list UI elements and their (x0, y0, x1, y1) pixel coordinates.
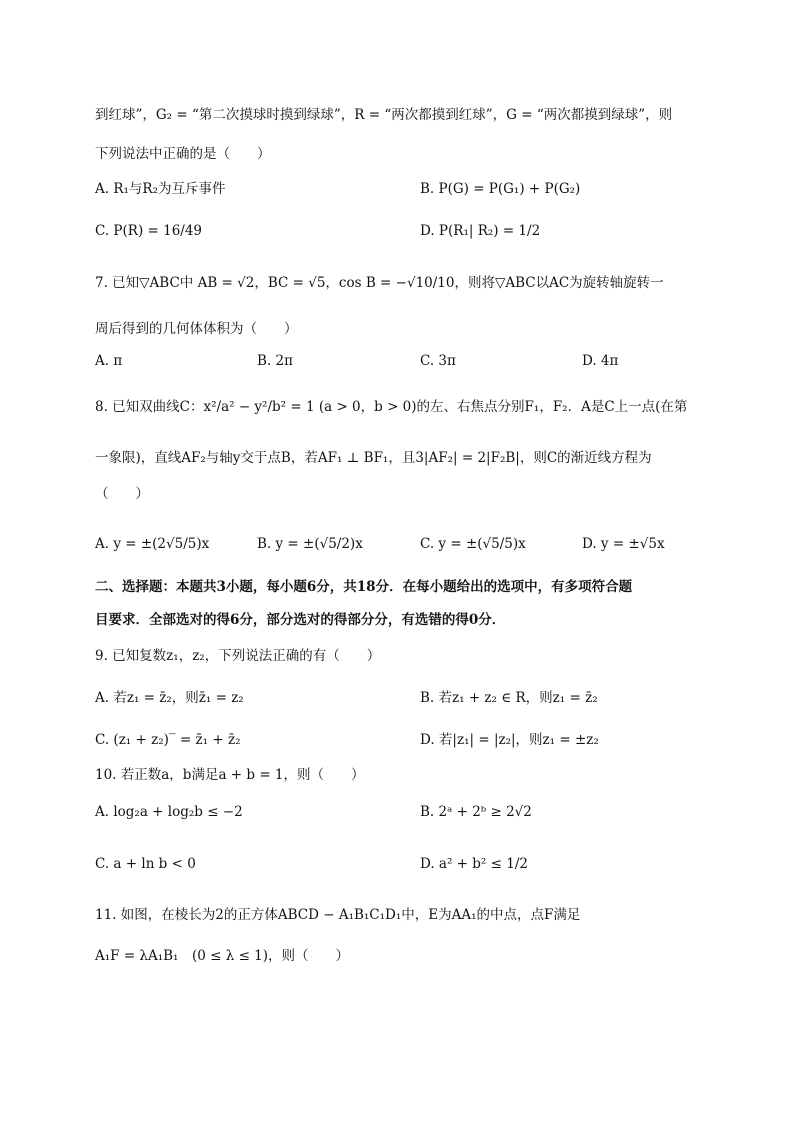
q8-stem-line2: 一象限)，直线AF₂与轴y交于点B，若AF₁ ⊥ BF₁，且3|AF₂| = 2|F₂B|，则C的渐近线方程为 (95, 450, 652, 466)
q6-option-a: A. R₁与R₂为互斥事件 (95, 181, 226, 197)
q9-option-c: C. (z₁ + z₂)‾ = z̄₁ + z̄₂ (95, 732, 241, 748)
q10-option-b: B. 2ᵃ + 2ᵇ ≥ 2√2 (420, 804, 532, 820)
q11-stem-line1: 11. 如图，在棱长为2的正方体ABCD − A₁B₁C₁D₁中，E为AA₁的中点，点F满足 (95, 907, 581, 923)
q6-option-b: B. P(G) = P(G₁) + P(G₂) (420, 181, 581, 197)
q10-option-c: C. a + ln b < 0 (95, 856, 196, 872)
q8-option-b: B. y = ±(√5/2)x (257, 536, 363, 552)
section2-heading-line2: 目要求．全部选对的得6分，部分选对的得部分分，有选错的得0分． (95, 612, 506, 628)
q9-option-d: D. 若|z₁| = |z₂|，则z₁ = ±z₂ (420, 732, 599, 748)
q8-stem-line3: （ ） (95, 486, 149, 502)
q7-option-c: C. 3π (420, 353, 456, 369)
q9-option-b: B. 若z₁ + z₂ ∈ R，则z₁ = z̄₂ (420, 690, 598, 706)
q6-stem-line2: 下列说法中正确的是（ ） (95, 146, 271, 162)
q8-option-c: C. y = ±(√5/5)x (420, 536, 526, 552)
q10-option-a: A. log₂a + log₂b ≤ −2 (95, 804, 243, 820)
q10-option-d: D. a² + b² ≤ 1/2 (420, 856, 528, 872)
q9-stem: 9. 已知复数z₁，z₂，下列说法正确的有（ ） (95, 648, 381, 664)
q8-stem-line1: 8. 已知双曲线C：x²/a² − y²/b² = 1 (a > 0，b > 0)的左、右焦点分别F₁，F₂．A是C上一点(在第 (95, 399, 688, 415)
q7-stem-line2: 周后得到的几何体体积为（ ） (95, 321, 298, 337)
q7-option-d: D. 4π (582, 353, 619, 369)
q6-stem-line1: 到红球”，G₂ = “第二次摸球时摸到绿球”，R = “两次都摸到红球”，G = “两次都摸到绿球”，则 (95, 107, 673, 123)
q6-option-c: C. P(R) = 16/49 (95, 223, 203, 239)
q7-stem-line1: 7. 已知▽ABC中 AB = √2，BC = √5，cos B = −√10/10，则将▽ABC以AC为旋转轴旋转一 (95, 275, 664, 291)
q7-option-b: B. 2π (257, 353, 293, 369)
q8-option-a: A. y = ±(2√5/5)x (95, 536, 210, 552)
q6-option-d: D. P(R₁| R₂) = 1/2 (420, 223, 541, 239)
q8-option-d: D. y = ±√5x (582, 536, 665, 552)
q10-stem: 10. 若正数a，b满足a + b = 1，则（ ） (95, 767, 365, 783)
q11-stem-line2: A₁F = λA₁B₁ (0 ≤ λ ≤ 1)，则（ ） (95, 948, 350, 964)
q9-option-a: A. 若z₁ = z̄₂，则z̄₁ = z₂ (95, 690, 244, 706)
section2-heading-line1: 二、选择题：本题共3小题，每小题6分，共18分．在每小题给出的选项中，有多项符合题 (95, 579, 633, 595)
q7-option-a: A. π (95, 353, 123, 369)
